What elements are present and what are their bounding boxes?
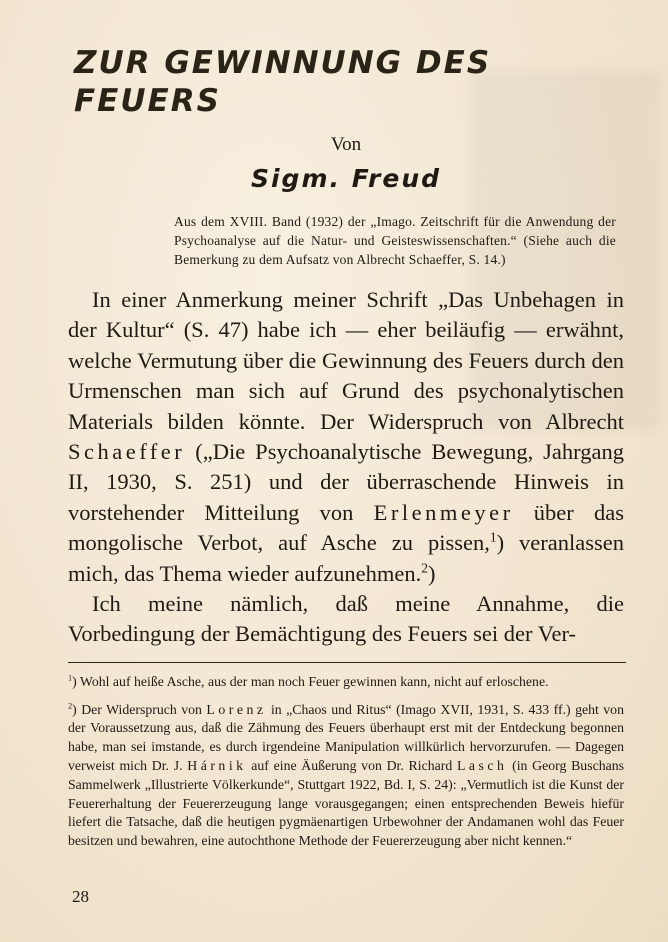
paragraph-2: Ich meine nämlich, daß meine Annahme, die Vorbedingung der Bemächtigung des Feuers sei der Ver- xyxy=(68,591,624,647)
paragraph-1-part-3: über das mongolische Verbot, auf Asche zu pissen, xyxy=(68,499,624,556)
byline-von: Von xyxy=(330,134,362,155)
body-text xyxy=(68,285,624,650)
name-harnik: Hárnik xyxy=(187,758,247,774)
footnote-2 xyxy=(68,701,624,851)
page-number: 28 xyxy=(72,887,89,906)
author-name: Sigm. Freud xyxy=(250,164,442,193)
name-erlenmeyer: Erlenmeyer xyxy=(373,499,514,525)
name-lasch: Lasch xyxy=(456,758,508,774)
footnote-1 xyxy=(68,673,624,692)
paragraph-1-part-1: In einer Anmerkung meiner Schrift „Das Unbehagen in der Kultur“ (S. 47) habe ich — eher beiläufig — erwähnt, welche Vermutung über die Gewinnung des Feuers durch den Urmenschen man sich auf Grund des psychonalytischen Materials bilden könnte. Der Widerspruch von Albrecht xyxy=(68,287,624,434)
footnote-2-part-4: (in Georg Buschans Sammelwerk „Illustrierte Völkerkunde“, Stuttgart 1922, Bd. I, S. 24): „Vermutlich ist die Kunst der Feuererhaltung der Feuererzeugung lange vorausgegangen; einen entsprechenden Beweis hiefür liefert die Tatsache, daß die heutigen pygmäenartigen Urbewohner der Andamanen wohl das Feuer besitzen und bewahren, eine autochthone Methode der Feuererzeugung aber nicht kennen.“ xyxy=(68,758,624,849)
footnote-1-number: 1 xyxy=(68,673,73,683)
paragraph-1 xyxy=(68,285,624,589)
paragraph-1-part-4: ) veranlassen mich, das Thema wieder aufzunehmen. xyxy=(68,530,625,586)
footnote-ref-1: 1 xyxy=(489,529,497,545)
footnote-2-number: 2 xyxy=(68,701,73,711)
footnote-1-text: ) Wohl auf heiße Asche, aus der man noch Feuer gewinnen kann, nicht auf erloschene. xyxy=(72,673,549,689)
footnote-2-part-3: auf eine Äußerung von Dr. Richard xyxy=(246,758,457,774)
footnote-2-part-2: in „Chaos und Ritus“ (Imago XVII, 1931, S. 433 ff.) geht von der Voraussetzung aus, daß die Zähmung des Feuers überhaupt erst mit der Entdeckung begonnen habe, man sei imstande, es durch irgendeine Manipulation willkürlich hervorzurufen. — Dagegen verweist mich Dr. J. xyxy=(68,701,624,774)
paragraph-1-part-2: („Die Psychoanalytische Bewegung, Jahrgang II, 1930, S. 251) und der überraschende Hinweis in vorstehender Mitteilung von xyxy=(68,439,624,525)
footnote-ref-2: 2 xyxy=(421,560,428,576)
article-title: ZUR GEWINNUNG DES FEUERS xyxy=(74,45,492,119)
name-lorenz: Lorenz xyxy=(206,701,267,717)
source-note: Aus dem XVIII. Band (1932) der „Imago. Zeitschrift für die Anwendung der Psychoanalyse auf die Natur- und Geisteswissenschaften.“ (Siehe auch die Bemerkung zu dem Aufsatz von Albrecht Schaeffer, S. 14.) xyxy=(174,214,616,267)
footnote-2-part-1: ) Der Widerspruch von xyxy=(72,701,207,717)
footnote-rule xyxy=(68,662,626,663)
paragraph-1-part-5: ) xyxy=(427,560,436,586)
page-content xyxy=(68,44,624,860)
name-schaeffer: Schaeffer xyxy=(68,439,186,465)
